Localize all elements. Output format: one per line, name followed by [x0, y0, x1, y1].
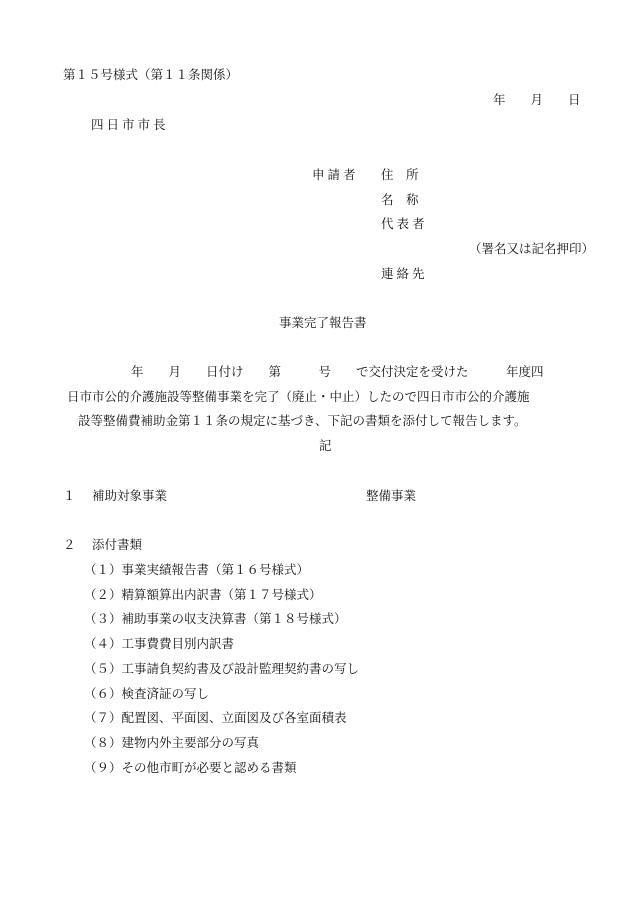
item-2-label: 添付書類: [92, 537, 143, 552]
attachment-item: （３）補助事業の収支決算書（第１８号様式）: [84, 611, 347, 626]
address-label: 住 所: [381, 167, 419, 182]
item-2-number: ２: [63, 537, 76, 552]
item-1-value: 整備事業: [366, 488, 417, 503]
name-label: 名 称: [381, 192, 419, 207]
body-line-2: 日市市公的介護施設等整備事業を完了（廃止・中止）したので四日市市公的介護施: [67, 389, 530, 404]
attachment-item: （７）配置図、平面図、立面図及び各室面積表: [84, 710, 347, 725]
date-line: 年 月 日: [493, 92, 581, 107]
attachment-item: （１）事業実績報告書（第１６号様式）: [84, 562, 310, 577]
form-number: 第１５号様式（第１１条関係）: [63, 67, 239, 82]
applicant-label: 申請者: [312, 167, 359, 182]
attachment-item: （５）工事請負契約書及び設計監理契約書の写し: [84, 661, 360, 676]
item-1-label: 補助対象事業: [92, 488, 168, 503]
representative-label: 代表者: [381, 216, 428, 231]
attachment-item: （９）その他市町が必要と認める書類: [84, 760, 297, 775]
seal-note: （署名又は記名押印）: [469, 241, 595, 256]
ki-heading: 記: [319, 438, 332, 453]
attachment-item: （２）精算額算出内訳書（第１７号様式）: [84, 587, 322, 602]
body-line-1: 年 月 日付け 第 号 で交付決定を受けた 年度四: [131, 364, 544, 379]
contact-label: 連絡先: [381, 266, 428, 281]
item-1-number: １: [63, 488, 76, 503]
document-title: 事業完了報告書: [279, 315, 367, 330]
attachment-item: （８）建物内外主要部分の写真: [84, 735, 260, 750]
attachment-item: （４）工事費費目別内訳書: [84, 636, 235, 651]
addressee: 四日市市長: [91, 117, 169, 132]
body-line-3: 設等整備費補助金第１１条の規定に基づき、下記の書類を添付して報告します。: [78, 413, 527, 428]
attachment-item: （６）検査済証の写し: [84, 686, 210, 701]
